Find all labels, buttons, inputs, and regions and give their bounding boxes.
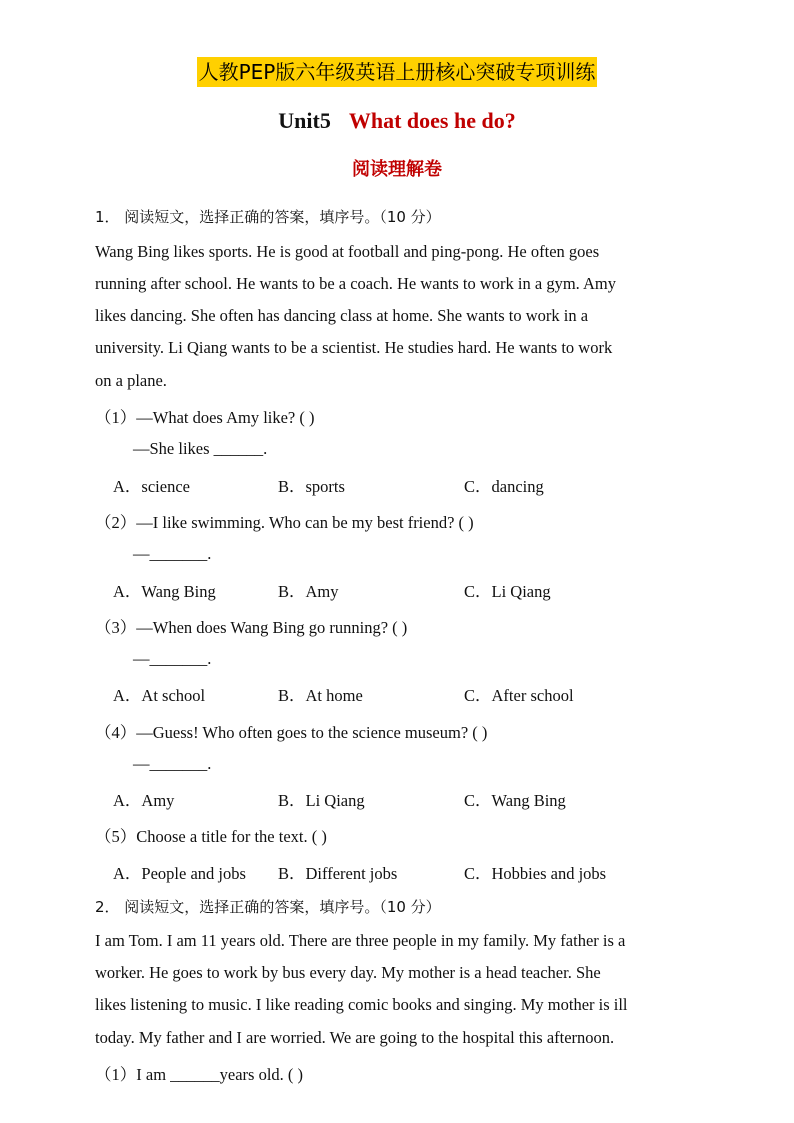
option-c: C．After school — [464, 686, 574, 705]
option-c: C．Hobbies and jobs — [464, 864, 607, 883]
option-b: B．At home — [278, 686, 363, 705]
question-text: （5）Choose a title for the text. ( ) — [95, 827, 327, 846]
option-a: A．Amy — [113, 791, 175, 810]
unit-number: Unit5 — [278, 108, 331, 133]
passage-1-line: Wang Bing likes sports. He is good at football and ping-pong. He often goes — [95, 242, 600, 261]
option-b: B．Li Qiang — [278, 791, 365, 810]
passage-1-line: on a plane. — [95, 371, 167, 390]
option-a: A．People and jobs — [113, 864, 246, 883]
unit-name: What does he do? — [348, 108, 516, 133]
question-text: （3）—When does Wang Bing go running? ( ) — [95, 618, 408, 637]
answer-line: —_______. — [133, 544, 212, 563]
answer-line: —She likes ______. — [133, 439, 268, 458]
option-a: A．science — [113, 477, 190, 496]
option-c: C．Wang Bing — [464, 791, 566, 810]
passage-2-line: worker. He goes to work by bus every day. My mother is a head teacher. She — [95, 963, 601, 982]
option-c: C．Li Qiang — [464, 582, 551, 601]
worksheet-series-title: 人教PEP版六年级英语上册核心突破专项训练 — [0, 54, 794, 90]
answer-line: —_______. — [133, 754, 212, 773]
passage-2-line: I am Tom. I am 11 years old. There are three people in my family. My father is a — [95, 931, 626, 950]
option-b: B．Different jobs — [278, 864, 398, 883]
section-2-heading: 2． 阅读短文，选择正确的答案，填序号。（10 分） — [95, 898, 441, 916]
passage-1-line: running after school. He wants to be a coach. He wants to work in a gym. Amy — [95, 274, 616, 293]
passage-1-line: likes dancing. She often has dancing class at home. She wants to work in a — [95, 306, 589, 325]
passage-2-line: today. My father and I are worried. We are going to the hospital this afternoon. — [95, 1028, 615, 1047]
option-a: A．At school — [113, 686, 206, 705]
answer-line: —_______. — [133, 649, 212, 668]
option-c: C．dancing — [464, 477, 544, 496]
worksheet-subtitle: 阅读理解卷 — [352, 159, 442, 180]
unit-heading — [0, 108, 794, 134]
option-b: B．Amy — [278, 582, 339, 601]
question-text: （1）I am ______years old. ( ) — [95, 1065, 304, 1084]
question-text: （4）—Guess! Who often goes to the science museum? ( ) — [95, 723, 488, 742]
question-text: （2）—I like swimming. Who can be my best friend? ( ) — [95, 513, 474, 532]
option-b: B．sports — [278, 477, 345, 496]
passage-2-line: likes listening to music. I like reading comic books and singing. My mother is ill — [95, 995, 628, 1014]
section-1-heading: 1． 阅读短文，选择正确的答案，填序号。（10 分） — [95, 208, 441, 226]
option-a: A．Wang Bing — [113, 582, 216, 601]
question-text: （1）—What does Amy like? ( ) — [95, 408, 315, 427]
passage-1-line: university. Li Qiang wants to be a scientist. He studies hard. He wants to work — [95, 338, 613, 357]
